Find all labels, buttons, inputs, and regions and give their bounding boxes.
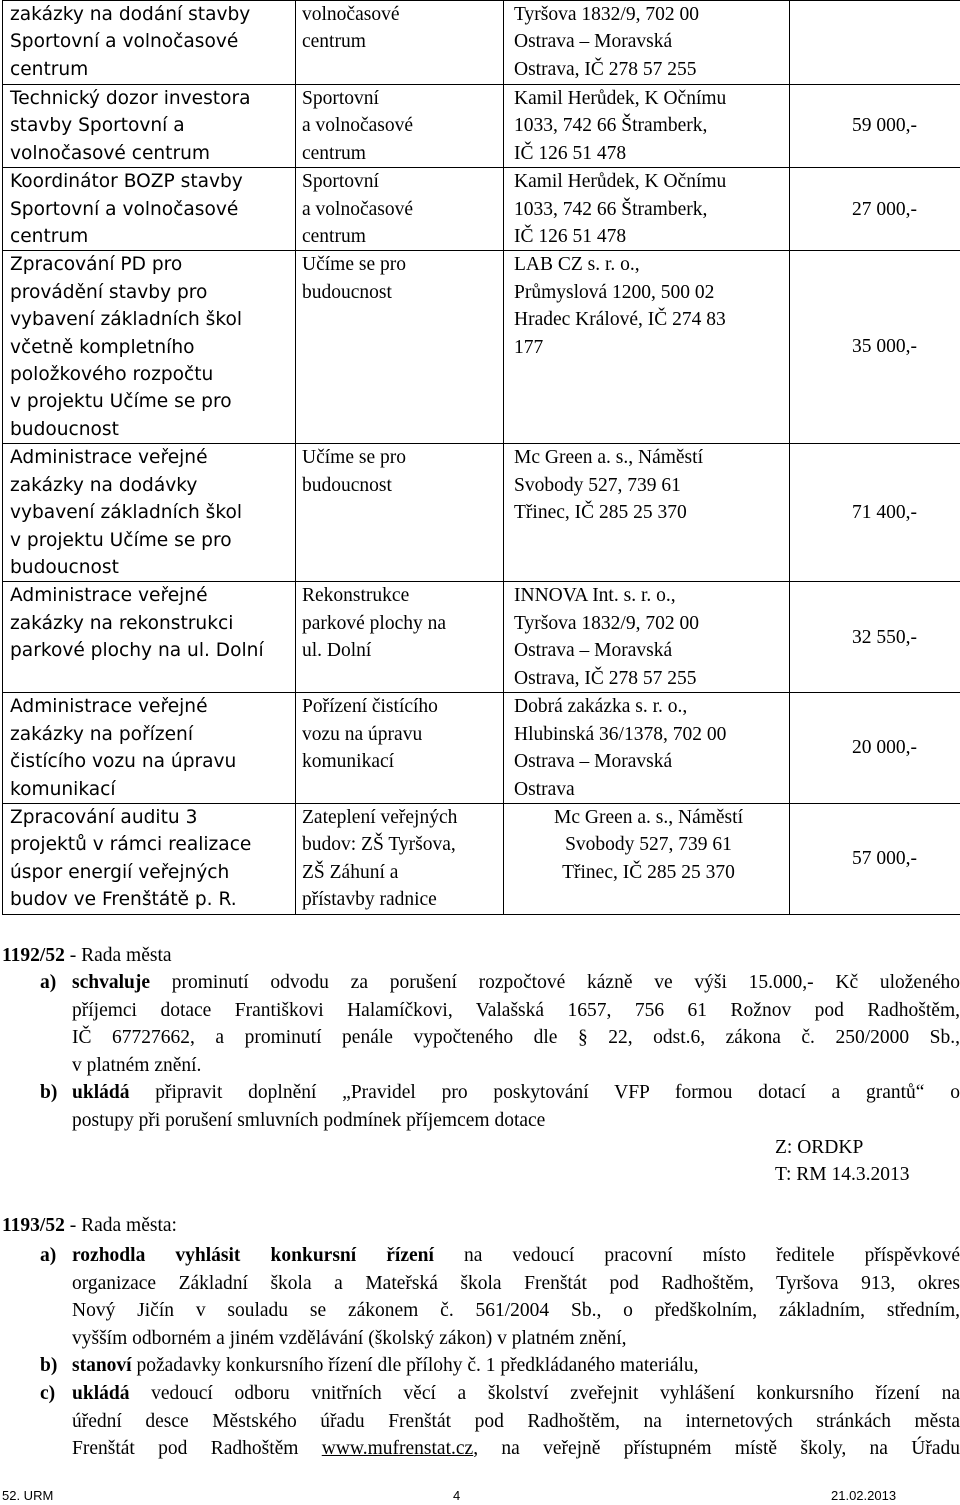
cell-line: Kamil Herůdek, K Očnímu (514, 88, 727, 109)
supplier-cell (504, 1, 790, 85)
cell-line: Zateplení veřejných (302, 806, 458, 828)
cell-line: Administrace veřejné (10, 585, 208, 607)
cell-line: centrum (302, 31, 366, 53)
resolution-number: 1193/52 (2, 1215, 65, 1236)
cell-line: budov: ZŠ Tyršova, (302, 834, 456, 856)
cell-line: stavby Sportovní a (10, 115, 185, 137)
cell-line: Ostrava, IČ 278 57 255 (514, 667, 697, 689)
cell-line: Rekonstrukce (302, 585, 410, 607)
cell-line: Tyršova 1832/9, 702 00 (514, 612, 699, 634)
cell-line: INNOVA Int. s. r. o., (514, 585, 676, 607)
resolution-heading: 1192/52 - Rada města (2, 945, 172, 966)
cell-line: a volnočasové (302, 198, 414, 220)
amount-value: 71 400,- (852, 502, 917, 524)
cell-line: zakázky na dodání stavby (10, 4, 251, 25)
supplier-cell (504, 444, 790, 582)
cell-line: provádění stavby pro (10, 281, 208, 303)
cell-line: vybavení základních škol (10, 309, 242, 331)
amount-cell (790, 444, 960, 582)
activity-cell (3, 85, 296, 168)
cell-line: Sportovní (302, 171, 379, 193)
cell-line: Dobrá zakázka s. r. o., (514, 696, 688, 718)
resolution-item-b: b) ukládá připravit doplnění „Pravidel pro poskytování VFP formou dotací a grantů“ o postupy při porušení smluvních podmínek příjemcem dotace (40, 1082, 960, 1131)
cell-line: Kamil Herůdek, K Očnímu (514, 171, 727, 193)
cell-line: budoucnost (10, 556, 119, 578)
project-cell (296, 168, 504, 251)
cell-line: Ostrava, IČ 278 57 255 (514, 58, 697, 80)
page-footer (0, 1487, 960, 1505)
cell-line: Tyršova 1832/9, 702 00 (514, 4, 699, 25)
table-row (3, 693, 960, 804)
cell-line: volnočasové (302, 4, 400, 25)
amount-cell (790, 1, 960, 85)
cell-line: Sportovní a volnočasové (10, 31, 239, 53)
cell-line: IČ 126 51 478 (514, 142, 627, 164)
amount-cell (790, 803, 960, 914)
contracts-table (2, 0, 960, 915)
cell-line: budoucnost (10, 418, 119, 440)
cell-line: v projektu Učíme se pro (10, 529, 232, 551)
cell-line: zakázky na rekonstrukci (10, 612, 234, 634)
cell-line: centrum (10, 58, 89, 80)
resolution-heading: 1193/52 - Rada města: (2, 1215, 177, 1236)
cell-line: Sportovní a volnočasové (10, 198, 239, 220)
cell-line: v projektu Učíme se pro (10, 391, 232, 413)
footer-page-number: 4 (453, 1488, 461, 1503)
cell-line: Administrace veřejné (10, 447, 208, 469)
supplier-cell (504, 85, 790, 168)
cell-line: LAB CZ s. r. o., (514, 254, 640, 276)
amount-value: 32 550,- (852, 626, 917, 648)
project-cell (296, 1, 504, 85)
resolution-item-a: a) rozhodla vyhlásit konkursní řízení na vedoucí pracovní místo ředitele příspěvkové organizace Základní škola a Mateřská škola Frenštát pod Radhoštěm, Tyršova 913, okres Nový Jičín v souladu se zákonem č. 561/2004 Sb., o předškolním, základním, středním, vyšším odborném a jiném vzdělávání (školský zákon) v platném znění, (40, 1245, 960, 1349)
cell-line: komunikací (10, 778, 116, 800)
amount-cell (790, 168, 960, 251)
amount-cell (790, 85, 960, 168)
resolution-number: 1192/52 (2, 945, 65, 966)
cell-line: Zpracování auditu 3 (10, 806, 198, 828)
responsible-unit: Z: ORDKP (775, 1137, 864, 1158)
supplier-cell (504, 693, 790, 804)
cell-line: Ostrava – Moravská (514, 751, 673, 773)
cell-line: vozu na úpravu (302, 723, 423, 745)
amount-value: 20 000,- (852, 737, 917, 759)
amount-value: 57 000,- (852, 848, 917, 870)
project-cell (296, 85, 504, 168)
cell-line: zakázky na dodávky (10, 474, 198, 496)
cell-line: komunikací (302, 751, 395, 773)
cell-line: budoucnost (302, 281, 392, 303)
amount-value: 27 000,- (852, 198, 917, 220)
cell-line: Hlubinská 36/1378, 702 00 (514, 723, 727, 745)
cell-line: Sportovní (302, 88, 379, 109)
cell-line: Učíme se pro (302, 254, 406, 276)
cell-line: zakázky na pořízení (10, 723, 193, 745)
cell-line: Mc Green a. s., Náměstí (514, 447, 703, 469)
activity-cell (3, 693, 296, 804)
table-row (3, 1, 960, 85)
project-cell (296, 582, 504, 693)
activity-cell (3, 251, 296, 444)
cell-line: Učíme se pro (302, 447, 406, 469)
deadline: T: RM 14.3.2013 (775, 1164, 910, 1185)
cell-line: Technický dozor investora (10, 88, 251, 109)
amount-cell (790, 582, 960, 693)
cell-line: Koordinátor BOZP stavby (10, 171, 243, 193)
cell-line: Zpracování PD pro (10, 254, 183, 276)
cell-line: ul. Dolní (302, 640, 372, 662)
cell-line: Hradec Králové, IČ 274 83 (514, 309, 726, 331)
cell-line: Průmyslová 1200, 500 02 (514, 281, 715, 303)
amount-cell (790, 251, 960, 444)
cell-line: úspor energií veřejných (10, 861, 230, 883)
cell-line: přístavby radnice (302, 889, 437, 911)
supplier-cell (504, 168, 790, 251)
cell-line: Třinec, IČ 285 25 370 (562, 861, 735, 883)
cell-line: čistícího vozu na úpravu (10, 751, 237, 773)
cell-line: 1033, 742 66 Štramberk, (514, 115, 708, 137)
project-cell (296, 803, 504, 914)
cell-line: Ostrava – Moravská (514, 31, 673, 53)
table-row (3, 582, 960, 693)
project-cell (296, 693, 504, 804)
cell-line: Svobody 527, 739 61 (565, 834, 732, 856)
cell-line: 177 (514, 336, 544, 358)
resolution-item-b: b) stanoví požadavky konkursního řízení dle přílohy č. 1 předkládaného materiálu, (40, 1355, 699, 1376)
website-link[interactable]: www.mufrenstat.cz (321, 1438, 474, 1459)
cell-line: IČ 126 51 478 (514, 226, 627, 248)
resolution-item-c: c) ukládá vedoucí odboru vnitřních věcí a školství zveřejnit vyhlášení konkursního řízení na úřední desce Městského úřadu Frenštát pod Radhoštěm, na internetových stránkách města Frenštát pod Radhoštěm www.mufrenstat.cz, na veřejně přístupném místě školy, na Úřadu (40, 1383, 960, 1459)
cell-line: Pořízení čistícího (302, 696, 438, 718)
cell-line: vybavení základních škol (10, 502, 242, 524)
amount-value: 59 000,- (852, 115, 917, 137)
cell-line: parkové plochy na (302, 612, 447, 634)
cell-line: ZŠ Záhuní a (302, 861, 399, 883)
cell-line: Mc Green a. s., Náměstí (554, 806, 743, 828)
cell-line: parkové plochy na ul. Dolní (10, 640, 264, 662)
cell-line: Administrace veřejné (10, 696, 208, 718)
supplier-cell (504, 803, 790, 914)
cell-line: včetně kompletního (10, 336, 195, 358)
activity-cell (3, 168, 296, 251)
activity-cell (3, 582, 296, 693)
amount-value: 35 000,- (852, 336, 917, 358)
cell-line: budov ve Frenštátě p. R. (10, 889, 237, 911)
cell-line: Ostrava – Moravská (514, 640, 673, 662)
cell-line: centrum (10, 226, 89, 248)
supplier-cell (504, 251, 790, 444)
table-row (3, 85, 960, 168)
activity-cell (3, 444, 296, 582)
cell-line: Třinec, IČ 285 25 370 (514, 502, 687, 524)
cell-line: centrum (302, 142, 366, 164)
cell-line: Svobody 527, 739 61 (514, 474, 681, 496)
amount-cell (790, 693, 960, 804)
footer-date: 21.02.2013 (831, 1488, 897, 1503)
cell-line: centrum (302, 226, 366, 248)
cell-line: volnočasové centrum (10, 142, 211, 164)
cell-line: 1033, 742 66 Štramberk, (514, 198, 708, 220)
table-row (3, 444, 960, 582)
project-cell (296, 251, 504, 444)
cell-line: Ostrava (514, 778, 575, 800)
cell-line: budoucnost (302, 474, 392, 496)
cell-line: projektů v rámci realizace (10, 834, 252, 856)
activity-cell (3, 803, 296, 914)
table-row (3, 803, 960, 914)
resolution-item-a: a) schvaluje prominutí odvodu za porušení rozpočtové kázně ve výši 15.000,- Kč uloženého příjemci dotace Františkovi Halamíčkovi, Valašská 1657, 756 61 Rožnov pod Radhoštěm, IČ 67727662, a prominutí penále vypočteného dle § 22, odst.6, zákona č. 250/2000 Sb., v platném znění. (40, 972, 960, 1076)
supplier-cell (504, 582, 790, 693)
cell-line: a volnočasové (302, 115, 414, 137)
project-cell (296, 444, 504, 582)
table-row (3, 168, 960, 251)
footer-meeting: 52. URM (2, 1488, 54, 1503)
table-row (3, 251, 960, 444)
activity-cell (3, 1, 296, 85)
cell-line: položkového rozpočtu (10, 364, 214, 386)
